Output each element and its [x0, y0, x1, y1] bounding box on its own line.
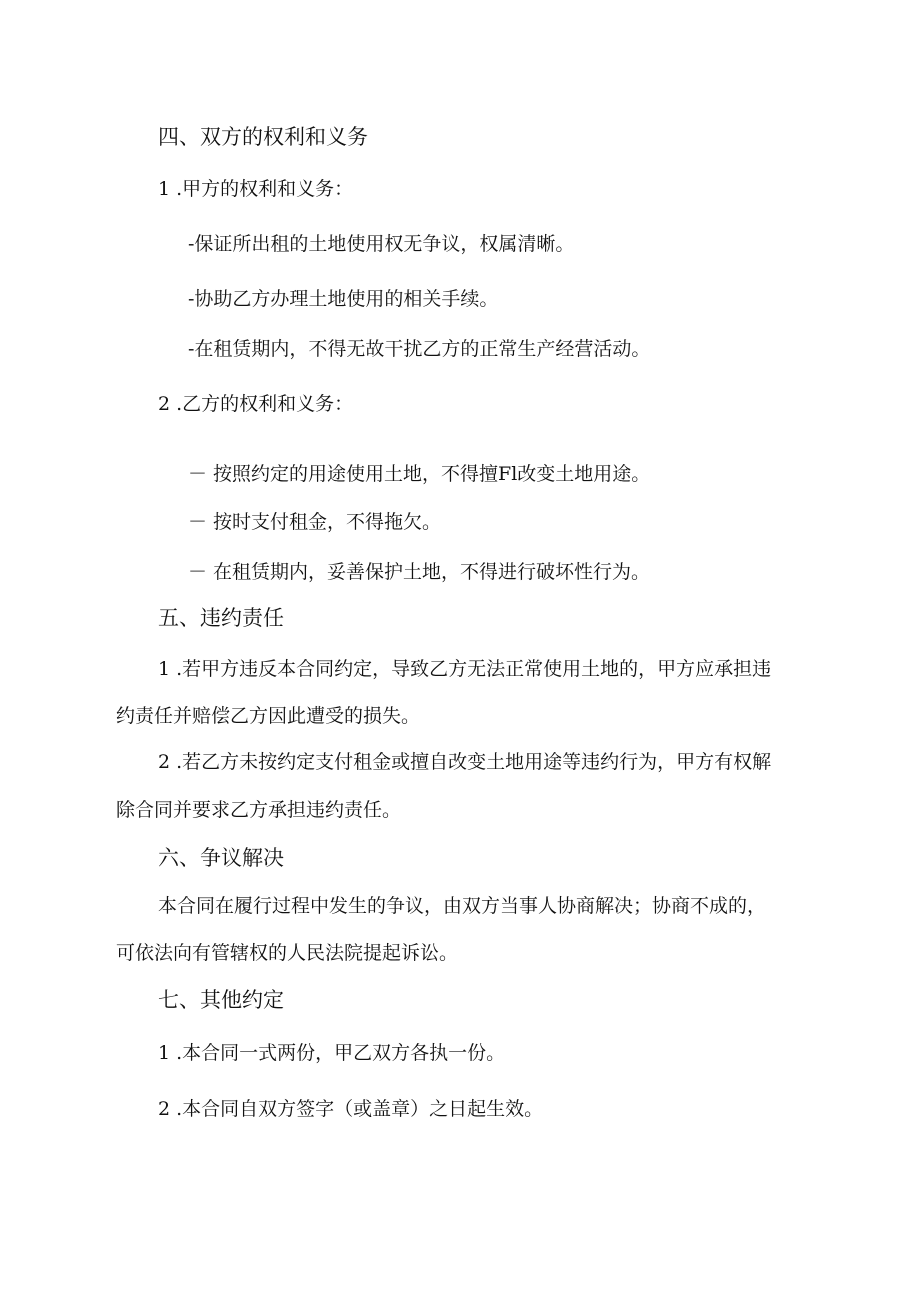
paragraph-line: 可依法向有管辖权的人民法院提起诉讼。 [116, 942, 459, 964]
list-item: － 按照约定的用途使用土地，不得擅Fl改变土地用途。 [188, 463, 651, 485]
list-item: 2 .乙方的权利和义务： [158, 393, 354, 415]
paragraph-line: 约责任并赔偿乙方因此遭受的损失。 [116, 705, 421, 727]
list-item: -保证所出租的土地使用权无争议，权属清晰。 [188, 233, 575, 255]
list-item: 2 .本合同自双方签字（或盖章）之日起生效。 [158, 1098, 544, 1120]
section-heading-rights: 四、双方的权利和义务 [158, 125, 368, 149]
section-heading-dispute: 六、争议解决 [158, 846, 284, 870]
paragraph-line: 除合同并要求乙方承担违约责任。 [116, 799, 402, 821]
list-item: 1 .甲方的权利和义务： [158, 178, 354, 200]
list-item: -协助乙方办理土地使用的相关手续。 [188, 288, 499, 310]
section-heading-liability: 五、违约责任 [158, 606, 284, 630]
paragraph-line: 2 .若乙方未按约定支付租金或擅自改变土地用途等违约行为，甲方有权解 [158, 751, 772, 773]
list-item: -在租赁期内，不得无故干扰乙方的正常生产经营活动。 [188, 338, 651, 360]
section-heading-other: 七、其他约定 [158, 988, 284, 1012]
list-item: 1 .本合同一式两份，甲乙双方各执一份。 [158, 1042, 506, 1064]
paragraph-line: 本合同在履行过程中发生的争议，由双方当事人协商解决；协商不成的， [158, 895, 767, 917]
list-item: － 按时支付租金，不得拖欠。 [188, 511, 442, 533]
paragraph-line: 1 .若甲方违反本合同约定，导致乙方无法正常使用土地的，甲方应承担违 [158, 658, 772, 680]
list-item: － 在租赁期内，妥善保护土地，不得进行破坏性行为。 [188, 561, 651, 583]
